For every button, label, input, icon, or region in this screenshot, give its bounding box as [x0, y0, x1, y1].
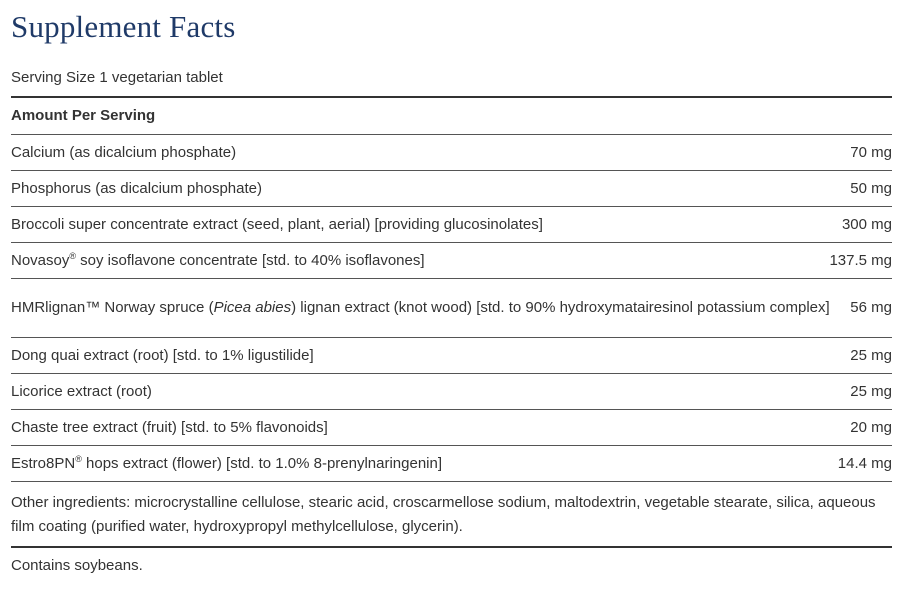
nutrient-name: Phosphorus (as dicalcium phosphate)	[11, 180, 262, 197]
name-part: hops extract (flower) [std. to 1.0% 8-prenylnaringenin]	[81, 455, 443, 472]
nutrient-row-novasoy	[11, 243, 892, 279]
nutrient-name: Licorice extract (root)	[11, 383, 152, 400]
nutrient-amount: 50 mg	[850, 180, 892, 197]
nutrient-name: Dong quai extract (root) [std. to 1% ligustilide]	[11, 347, 314, 364]
page-title: Supplement Facts	[11, 9, 236, 44]
nutrient-name: Calcium (as dicalcium phosphate)	[11, 144, 237, 161]
supplement-facts-panel	[11, 60, 892, 584]
nutrient-amount: 300 mg	[841, 216, 892, 233]
nutrient-row-hmrlignan	[11, 279, 892, 338]
name-part: HMRlignan™ Norway spruce (	[11, 299, 214, 316]
registered-mark: ®	[75, 454, 82, 464]
name-part: Novasoy	[11, 252, 70, 269]
nutrient-name: Chaste tree extract (fruit) [std. to 5% flavonoids]	[11, 419, 328, 436]
amount-per-serving-header: Amount Per Serving	[11, 98, 892, 135]
nutrient-row-chaste-tree	[11, 410, 892, 446]
name-part: Estro8PN	[11, 455, 76, 472]
nutrient-row-phosphorus	[11, 171, 892, 207]
nutrient-amount: 14.4 mg	[837, 455, 892, 472]
allergen-statement: Contains soybeans.	[11, 557, 143, 574]
nutrient-amount: 25 mg	[850, 383, 892, 400]
nutrient-amount: 25 mg	[850, 347, 892, 364]
registered-mark: ®	[69, 251, 76, 261]
nutrient-amount: 56 mg	[850, 299, 892, 316]
latin-name: Picea abies	[213, 299, 292, 316]
name-part: ) lignan extract (knot wood) [std. to 90% hydroxymatairesinol potassium complex]	[291, 299, 830, 316]
nutrient-name: Broccoli super concentrate extract (seed, plant, aerial) [providing glucosinolates]	[11, 216, 543, 233]
nutrient-row-calcium	[11, 135, 892, 171]
nutrient-row-estro8pn	[11, 446, 892, 482]
nutrient-name	[11, 252, 829, 269]
nutrient-row-licorice	[11, 374, 892, 410]
nutrient-amount: 70 mg	[850, 144, 892, 161]
nutrient-name	[11, 296, 850, 320]
nutrient-amount: 137.5 mg	[829, 252, 892, 269]
nutrient-name	[11, 455, 838, 472]
other-ingredients: Other ingredients: microcrystalline cellulose, stearic acid, croscarmellose sodium, maltodextrin, vegetable stearate, silica, aqueous film coating (purified water, hydroxypropyl methylcellulose, glycerin).	[11, 482, 892, 548]
nutrient-row-dong-quai	[11, 338, 892, 374]
nutrient-amount: 20 mg	[850, 419, 892, 436]
serving-size: Serving Size 1 vegetarian tablet	[11, 60, 892, 98]
name-part: soy isoflavone concentrate [std. to 40% isoflavones]	[76, 252, 425, 269]
nutrient-row-broccoli	[11, 207, 892, 243]
